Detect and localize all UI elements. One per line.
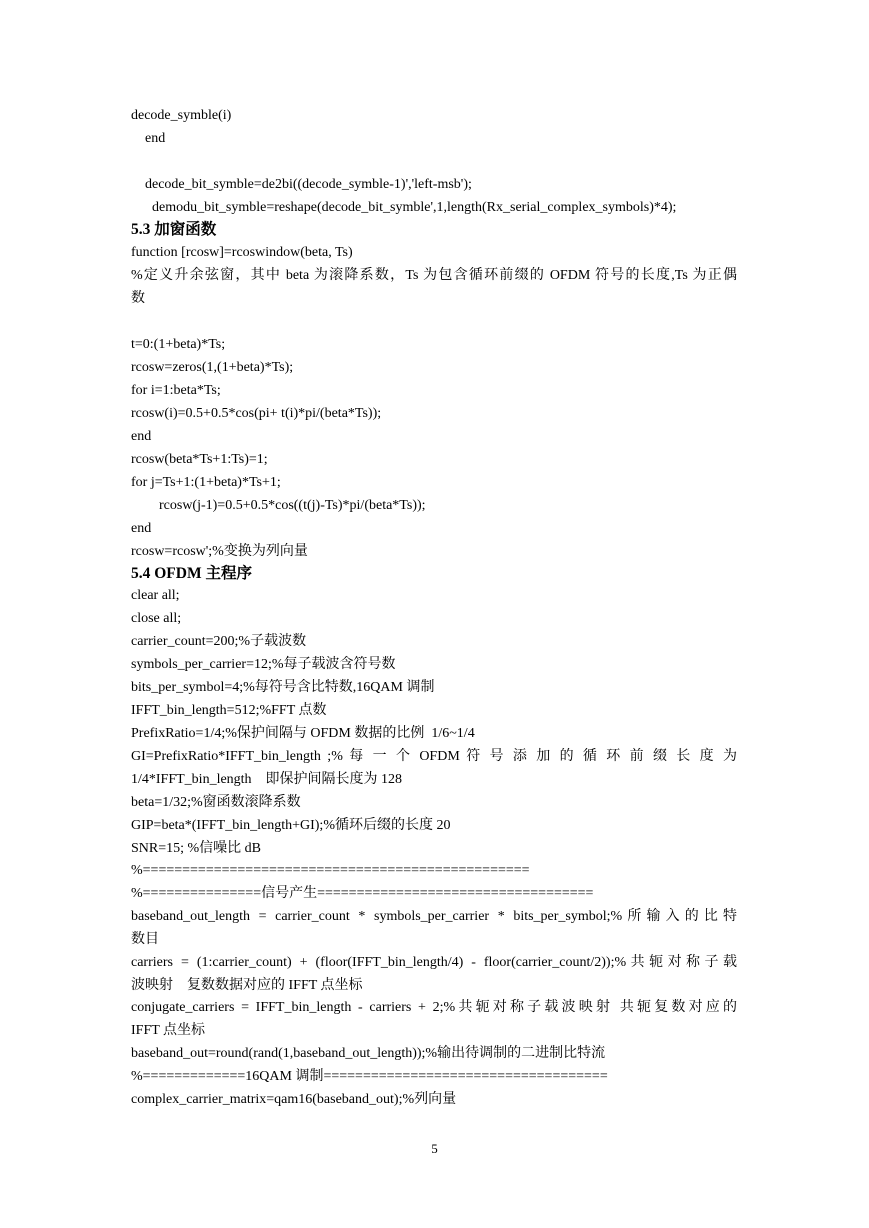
code-line: t=0:(1+beta)*Ts; xyxy=(131,337,226,352)
code-line: rcosw(beta*Ts+1:Ts)=1; xyxy=(131,452,268,467)
code-line: complex_carrier_matrix=qam16(baseband_out);%列向量 xyxy=(131,1092,457,1107)
code-line: function [rcosw]=rcoswindow(beta, Ts) xyxy=(131,245,353,260)
code-line: 波映射 复数数据对应的 IFFT 点坐标 xyxy=(131,978,363,993)
code-line: GI=PrefixRatio*IFFT_bin_length ;% 每 一 个 OFDM 符 号 添 加 的 循 环 前 缀 长 度 为 xyxy=(131,749,737,764)
code-line: decode_bit_symble=de2bi((decode_symble-1)','left-msb'); xyxy=(131,177,472,192)
code-line: carrier_count=200;%子载波数 xyxy=(131,634,307,649)
code-line: end xyxy=(131,429,152,444)
code-line: beta=1/32;%窗函数滚降系数 xyxy=(131,795,301,810)
code-line: GIP=beta*(IFFT_bin_length+GI);%循环后缀的长度 20 xyxy=(131,818,451,833)
code-line: clear all; xyxy=(131,588,180,603)
code-line: IFFT_bin_length=512;%FFT 点数 xyxy=(131,703,327,718)
code-line: rcosw(i)=0.5+0.5*cos(pi+ t(i)*pi/(beta*Ts)); xyxy=(131,406,382,421)
separator-comment: %================================================= xyxy=(131,863,530,878)
code-line: IFFT 点坐标 xyxy=(131,1023,206,1038)
code-line: for i=1:beta*Ts; xyxy=(131,383,221,398)
section-heading-5-4: 5.4 OFDM 主程序 xyxy=(131,565,252,582)
code-line: symbols_per_carrier=12;%每子载波含符号数 xyxy=(131,657,396,672)
code-line: for j=Ts+1:(1+beta)*Ts+1; xyxy=(131,475,281,490)
page-number: 5 xyxy=(431,1141,438,1156)
code-line: baseband_out_length = carrier_count * symbols_per_carrier * bits_per_symbol;%所输入的比特 xyxy=(131,909,737,924)
code-line: conjugate_carriers = IFFT_bin_length - carriers + 2;%共轭对称子载波映射 共轭复数对应的 xyxy=(131,1000,737,1015)
code-line: close all; xyxy=(131,611,182,626)
code-line: SNR=15; %信噪比 dB xyxy=(131,841,262,856)
code-line: 数目 xyxy=(131,932,159,947)
separator-comment: %=============16QAM 调制==================================== xyxy=(131,1069,608,1084)
code-line: demodu_bit_symble=reshape(decode_bit_symble',1,length(Rx_serial_complex_symbols)*4); xyxy=(131,200,677,215)
code-line: rcosw=rcosw';%变换为列向量 xyxy=(131,544,308,559)
code-line: end xyxy=(131,521,152,536)
code-line: rcosw=zeros(1,(1+beta)*Ts); xyxy=(131,360,294,375)
code-line: carriers = (1:carrier_count) + (floor(IFFT_bin_length/4) - floor(carrier_count/2));%共轭对称子载 xyxy=(131,955,737,970)
separator-comment: %===============信号产生=================================== xyxy=(131,886,594,901)
section-heading-5-3: 5.3 加窗函数 xyxy=(131,221,217,238)
code-line: baseband_out=round(rand(1,baseband_out_length));%输出待调制的二进制比特流 xyxy=(131,1046,606,1061)
code-line: bits_per_symbol=4;%每符号含比特数,16QAM 调制 xyxy=(131,680,435,695)
code-line: 1/4*IFFT_bin_length 即保护间隔长度为 128 xyxy=(131,772,403,787)
code-line: PrefixRatio=1/4;%保护间隔与 OFDM 数据的比例 1/6~1/4 xyxy=(131,726,475,741)
code-line: decode_symble(i) xyxy=(131,108,232,123)
code-line: rcosw(j-1)=0.5+0.5*cos((t(j)-Ts)*pi/(beta*Ts)); xyxy=(131,498,426,513)
comment-line: %定义升余弦窗，其中 beta 为滚降系数，Ts 为包含循环前缀的 OFDM 符号的长度,Ts 为正偶 xyxy=(131,268,737,283)
code-line: end xyxy=(131,131,166,146)
comment-line: 数 xyxy=(131,291,145,306)
